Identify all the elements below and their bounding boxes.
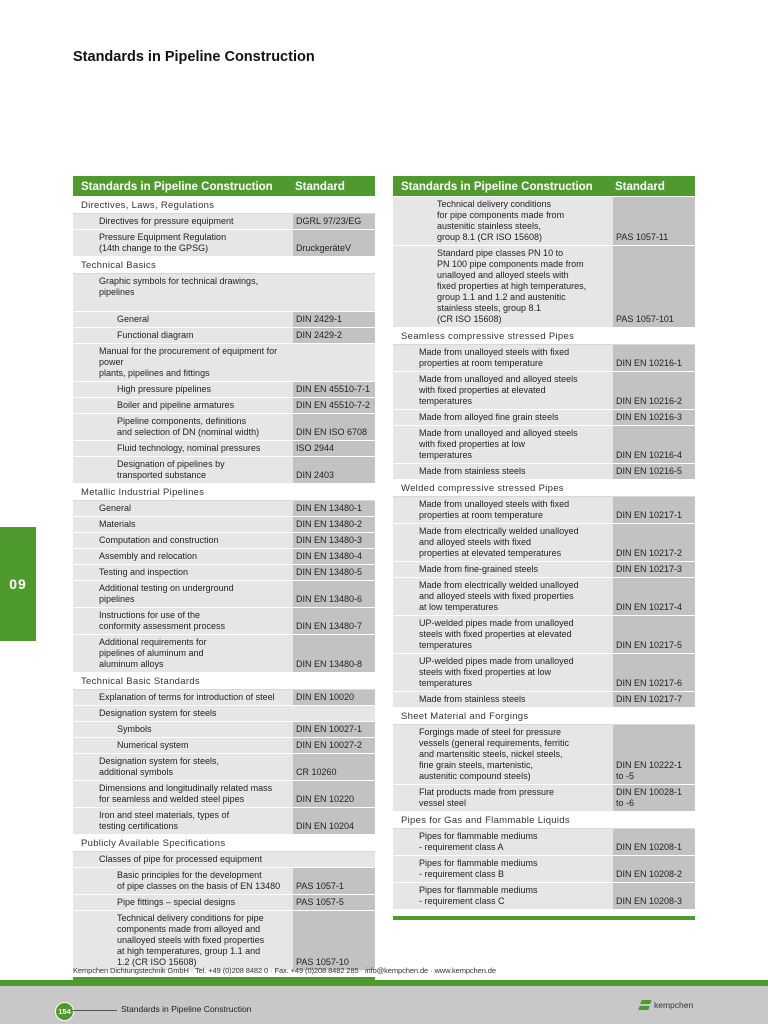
- table-row: [393, 616, 695, 654]
- row-description: Made from stainless steels: [393, 464, 613, 480]
- row-standard: DIN EN 45510-7-1: [293, 382, 375, 398]
- row-standard: CR 10260: [293, 754, 375, 781]
- table-row: [73, 382, 375, 398]
- row-description: Iron and steel materials, types of testing certifications: [73, 808, 293, 835]
- row-standard: PAS 1057-5: [293, 895, 375, 911]
- section-heading-row: [393, 328, 695, 345]
- table-row: [73, 635, 375, 673]
- row-description: Designation system for steels, additional symbols: [73, 754, 293, 781]
- header-standard: Standard: [613, 175, 695, 197]
- table-row: [393, 372, 695, 410]
- row-standard: DIN EN 10216-1: [613, 345, 695, 372]
- table-row: [73, 441, 375, 457]
- row-description: Made from unalloyed steels with fixed properties at room temperature: [393, 497, 613, 524]
- table-row: [73, 414, 375, 441]
- table-row: [393, 345, 695, 372]
- section-heading-row: [73, 197, 375, 214]
- row-standard: DIN EN 10020: [293, 690, 375, 706]
- row-description: Forgings made of steel for pressure vessels (general requirements, ferritic and martensitic steels, nickel steels, fine grain steels, martenistic, austenitic compound steels): [393, 725, 613, 785]
- row-standard: DIN 2429-2: [293, 328, 375, 344]
- row-description: Made from alloyed fine grain steels: [393, 410, 613, 426]
- page-title: Standards in Pipeline Construction: [73, 49, 315, 65]
- row-description: Made from electrically welded unalloyed and alloyed steels with fixed properties at low temperatures: [393, 578, 613, 616]
- section-heading: Welded compressive stressed Pipes: [393, 480, 695, 497]
- row-description: Made from fine-grained steels: [393, 562, 613, 578]
- table-row: [73, 274, 375, 312]
- table-row: [73, 754, 375, 781]
- table-row: [393, 497, 695, 524]
- section-heading: Pipes for Gas and Flammable Liquids: [393, 812, 695, 829]
- row-standard: DIN EN 10216-2: [613, 372, 695, 410]
- table-row: [73, 868, 375, 895]
- row-description: Materials: [73, 517, 293, 533]
- table-row: [393, 692, 695, 708]
- logo-mark-icon: [640, 1000, 650, 1010]
- section-heading: Technical Basic Standards: [73, 673, 375, 690]
- table-header-row: [73, 175, 375, 197]
- row-description: Pipeline components, definitions and selection of DN (nominal width): [73, 414, 293, 441]
- section-heading: Metallic Industrial Pipelines: [73, 484, 375, 501]
- header-standard: Standard: [293, 175, 375, 197]
- row-description: Made from stainless steels: [393, 692, 613, 708]
- row-description: Functional diagram: [73, 328, 293, 344]
- row-standard: [293, 852, 375, 868]
- table-row: [393, 197, 695, 246]
- row-description: Pressure Equipment Regulation (14th change to the GPSG): [73, 230, 293, 257]
- row-description: Symbols: [73, 722, 293, 738]
- row-standard: DIN EN 10027-1: [293, 722, 375, 738]
- row-description: Made from unalloyed and alloyed steels with fixed properties at elevated temperatures: [393, 372, 613, 410]
- row-description: Basic principles for the development of pipe classes on the basis of EN 13480: [73, 868, 293, 895]
- table-row: [73, 706, 375, 722]
- row-description: Flat products made from pressure vessel steel: [393, 785, 613, 812]
- page-number-badge: [55, 1002, 74, 1021]
- table-row: [73, 230, 375, 257]
- row-standard: DIN EN 10204: [293, 808, 375, 835]
- table-row: [393, 856, 695, 883]
- row-description: Classes of pipe for processed equipment: [73, 852, 293, 868]
- row-standard: DIN 2429-1: [293, 312, 375, 328]
- row-standard: DIN EN 13480-8: [293, 635, 375, 673]
- table-row: [393, 524, 695, 562]
- row-standard: DIN EN 45510-7-2: [293, 398, 375, 414]
- table-bottom-rule: [393, 914, 695, 920]
- row-standard: DIN EN 10208-2: [613, 856, 695, 883]
- section-heading-row: [73, 257, 375, 274]
- row-standard: [293, 706, 375, 722]
- table-row: [73, 608, 375, 635]
- table-row: [73, 781, 375, 808]
- footer-title: Standards in Pipeline Construction: [121, 1004, 252, 1014]
- table-row: [73, 895, 375, 911]
- table-row: [393, 464, 695, 480]
- row-description: Pipes for flammable mediums - requirement class A: [393, 829, 613, 856]
- table-row: [393, 562, 695, 578]
- row-standard: DIN EN 10217-7: [613, 692, 695, 708]
- row-standard: DIN EN 10217-3: [613, 562, 695, 578]
- row-description: Pipe fittings – special designs: [73, 895, 293, 911]
- row-description: Numerical system: [73, 738, 293, 754]
- row-description: Pipes for flammable mediums - requirement class B: [393, 856, 613, 883]
- section-tab: [0, 527, 36, 641]
- section-heading: Directives, Laws, Regulations: [73, 197, 375, 214]
- table-row: [393, 246, 695, 328]
- row-description: Designation of pipelines by transported substance: [73, 457, 293, 484]
- row-standard: DIN EN 10216-3: [613, 410, 695, 426]
- table-row: [73, 808, 375, 835]
- row-description: General: [73, 501, 293, 517]
- row-standard: DIN EN 10216-4: [613, 426, 695, 464]
- section-heading: Publicly Available Specifications: [73, 835, 375, 852]
- table-row: [73, 852, 375, 868]
- table-row: [393, 426, 695, 464]
- table-row: [73, 738, 375, 754]
- row-description: Made from unalloyed and alloyed steels with fixed properties at low temperatures: [393, 426, 613, 464]
- row-description: Additional testing on underground pipelines: [73, 581, 293, 608]
- header-description: Standards in Pipeline Construction: [393, 175, 613, 197]
- table-row: [73, 214, 375, 230]
- row-description: Additional requirements for pipelines of aluminum and aluminum alloys: [73, 635, 293, 673]
- row-description: Made from electrically welded unalloyed and alloyed steels with fixed properties at elevated temperatures: [393, 524, 613, 562]
- row-standard: [293, 274, 375, 312]
- row-standard: DIN EN 13480-5: [293, 565, 375, 581]
- section-heading-row: [73, 835, 375, 852]
- row-description: Boiler and pipeline armatures: [73, 398, 293, 414]
- section-heading-row: [393, 708, 695, 725]
- page-number: 154: [58, 1007, 71, 1016]
- footer-divider: [73, 1010, 117, 1011]
- section-heading-row: [393, 812, 695, 829]
- row-standard: DIN EN 10208-1: [613, 829, 695, 856]
- row-description: Manual for the procurement of equipment for power plants, pipelines and fittings: [73, 344, 293, 382]
- row-description: Made from unalloyed steels with fixed properties at room temperature: [393, 345, 613, 372]
- table-row: [73, 690, 375, 706]
- row-standard: DIN EN 10217-1: [613, 497, 695, 524]
- right-standards-table: [393, 173, 695, 920]
- table-row: [73, 533, 375, 549]
- table-row: [73, 457, 375, 484]
- row-standard: DIN EN 10028-1 to -6: [613, 785, 695, 812]
- row-standard: PAS 1057-101: [613, 246, 695, 328]
- logo-text: kempchen: [654, 1000, 694, 1010]
- row-description: Computation and construction: [73, 533, 293, 549]
- header-description: Standards in Pipeline Construction: [73, 175, 293, 197]
- table-row: [73, 398, 375, 414]
- row-standard: DIN EN 10216-5: [613, 464, 695, 480]
- table-row: [393, 410, 695, 426]
- row-standard: DIN EN 13480-4: [293, 549, 375, 565]
- row-description: Explanation of terms for introduction of steel: [73, 690, 293, 706]
- row-description: Technical delivery conditions for pipe components made from austenitic stainless steels, group 8.1 (CR ISO 15608): [393, 197, 613, 246]
- row-standard: DIN EN 10208-3: [613, 883, 695, 910]
- table-row: [73, 581, 375, 608]
- section-heading-row: [73, 673, 375, 690]
- table-row: [73, 722, 375, 738]
- row-description: Standard pipe classes PN 10 to PN 100 pipe components made from unalloyed and alloyed steels with fixed properties at high temperatures, group 1.1 and 1.2 and austenitic stainless steels, group 8.1 (CR ISO 15608): [393, 246, 613, 328]
- row-standard: DruckgeräteV: [293, 230, 375, 257]
- section-heading: Technical Basics: [73, 257, 375, 274]
- row-description: Pipes for flammable mediums - requirement class C: [393, 883, 613, 910]
- section-heading-row: [73, 484, 375, 501]
- row-standard: DIN EN 13480-6: [293, 581, 375, 608]
- table-row: [73, 328, 375, 344]
- row-standard: DIN EN 13480-1: [293, 501, 375, 517]
- row-description: Directives for pressure equipment: [73, 214, 293, 230]
- row-standard: PAS 1057-1: [293, 868, 375, 895]
- row-description: Instructions for use of the conformity assessment process: [73, 608, 293, 635]
- row-description: Dimensions and longitudinally related mass for seamless and welded steel pipes: [73, 781, 293, 808]
- table-row: [393, 829, 695, 856]
- row-description: Assembly and relocation: [73, 549, 293, 565]
- table-row: [73, 344, 375, 382]
- table-row: [73, 517, 375, 533]
- row-description: UP-welded pipes made from unalloyed steels with fixed properties at low temperatures: [393, 654, 613, 692]
- table-row: [73, 549, 375, 565]
- row-description: High pressure pipelines: [73, 382, 293, 398]
- table-row: [393, 785, 695, 812]
- table-header-row: [393, 175, 695, 197]
- table-row: [393, 578, 695, 616]
- row-standard: PAS 1057-11: [613, 197, 695, 246]
- row-standard: DIN EN 10027-2: [293, 738, 375, 754]
- row-description: Testing and inspection: [73, 565, 293, 581]
- row-standard: DIN EN 13480-2: [293, 517, 375, 533]
- row-standard: DIN EN 10217-2: [613, 524, 695, 562]
- row-standard: DIN EN ISO 6708: [293, 414, 375, 441]
- table-row: [73, 565, 375, 581]
- section-heading: Sheet Material and Forgings: [393, 708, 695, 725]
- row-standard: DIN EN 13480-7: [293, 608, 375, 635]
- table-row: [73, 312, 375, 328]
- table-row: [73, 911, 375, 971]
- row-description: Graphic symbols for technical drawings, pipelines: [73, 274, 293, 312]
- kempchen-logo: [640, 1000, 693, 1010]
- table-row: [393, 654, 695, 692]
- row-standard: DIN EN 10220: [293, 781, 375, 808]
- contact-line: Kempchen Dichtungstechnik GmbH · Tel. +49 (0)208 8482 0 · Fax. +49 (0)208 8482 285 · info@kempchen.de · www.kempchen.de: [73, 966, 496, 975]
- row-standard: DIN EN 10217-6: [613, 654, 695, 692]
- section-heading: Seamless compressive stressed Pipes: [393, 328, 695, 345]
- left-standards-table: [73, 173, 375, 981]
- row-standard: DIN 2403: [293, 457, 375, 484]
- row-description: Fluid technology, nominal pressures: [73, 441, 293, 457]
- row-standard: DIN EN 10222-1 to -5: [613, 725, 695, 785]
- row-standard: DIN EN 13480-3: [293, 533, 375, 549]
- row-standard: PAS 1057-10: [293, 911, 375, 971]
- row-standard: [293, 344, 375, 382]
- table-row: [73, 501, 375, 517]
- row-standard: ISO 2944: [293, 441, 375, 457]
- row-standard: DIN EN 10217-4: [613, 578, 695, 616]
- table-row: [393, 883, 695, 910]
- row-description: Technical delivery conditions for pipe components made from alloyed and unalloyed steels with fixed properties at high temperatures, group 1.1 and 1.2 (CR ISO 15608): [73, 911, 293, 971]
- row-description: Designation system for steels: [73, 706, 293, 722]
- row-standard: DGRL 97/23/EG: [293, 214, 375, 230]
- table-row: [393, 725, 695, 785]
- section-heading-row: [393, 480, 695, 497]
- row-description: General: [73, 312, 293, 328]
- row-standard: DIN EN 10217-5: [613, 616, 695, 654]
- section-tab-label: 09: [9, 576, 27, 592]
- row-description: UP-welded pipes made from unalloyed steels with fixed properties at elevated temperatures: [393, 616, 613, 654]
